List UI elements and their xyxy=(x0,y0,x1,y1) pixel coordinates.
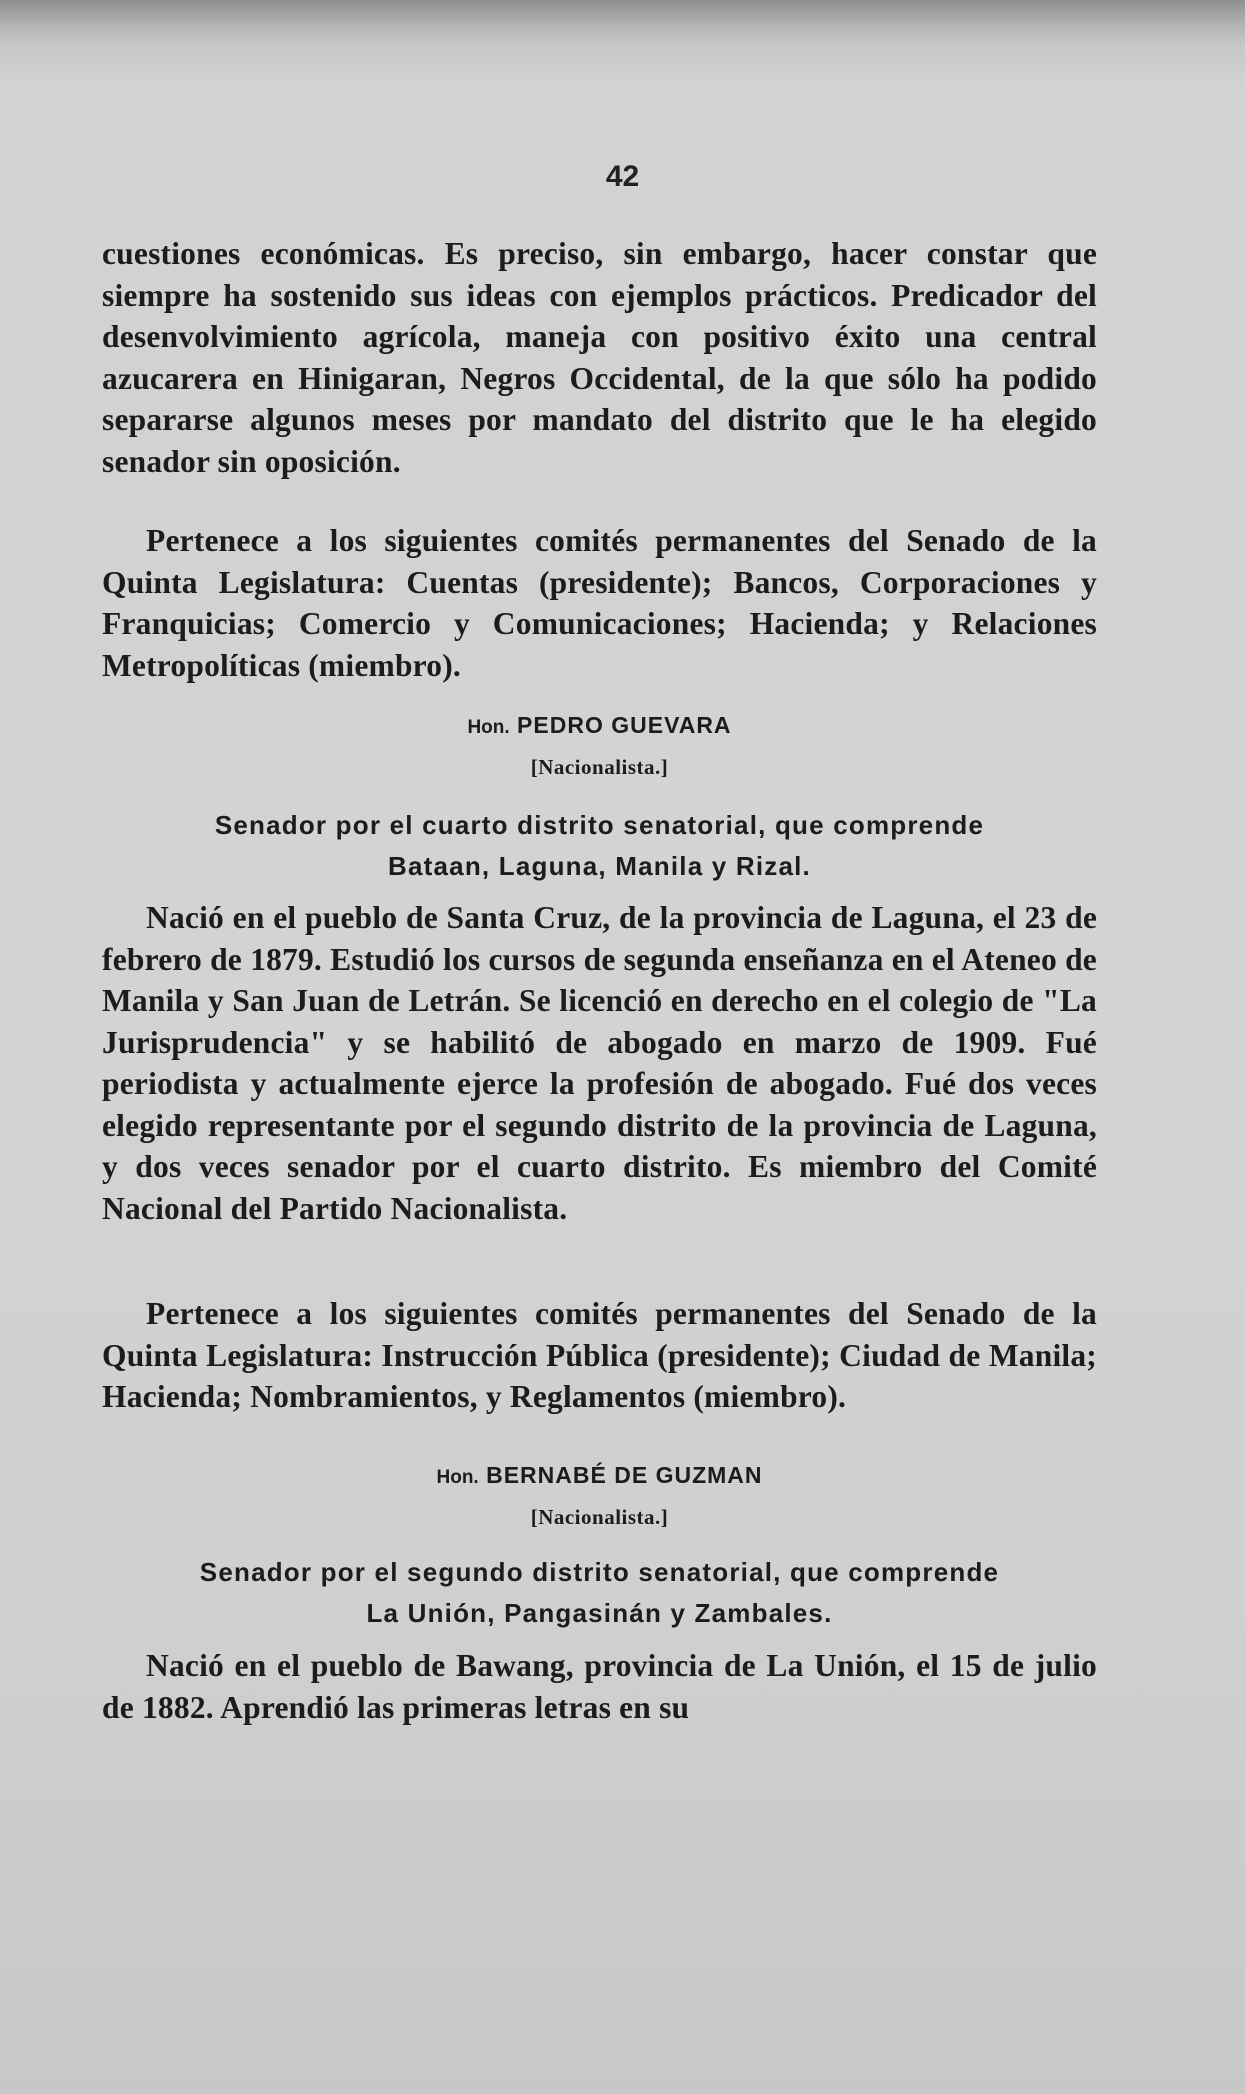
bio-guzman xyxy=(102,1645,1097,1728)
senator-heading-guzman xyxy=(102,1462,1097,1489)
district-line-1: Senador por el cuarto distrito senatorial, que comprende xyxy=(214,810,985,840)
party-label-guzman xyxy=(102,1505,1097,1530)
district-line-2: La Unión, Pangasinán y Zambales. xyxy=(366,1598,833,1628)
paragraph-committees-previous xyxy=(102,520,1097,686)
page-number: 42 xyxy=(605,160,640,193)
honorific: Hon. xyxy=(436,1467,479,1488)
party-label-guevara xyxy=(102,755,1097,780)
district-guevara xyxy=(102,805,1097,887)
party-text: [Nacionalista.] xyxy=(530,1505,669,1529)
honorific: Hon. xyxy=(467,717,510,738)
district-line-2: Bataan, Laguna, Manila y Rizal. xyxy=(388,851,811,881)
paragraph-text: Nació en el pueblo de Santa Cruz, de la provincia de Laguna, el 23 de febrero de 1879. Estudió los cursos de segunda enseñanza en el Ateneo de Manila y San Juan de Letrán. Se licenció en derecho en el colegio de "La Jurisprudencia" y se habilitó de abogado en marzo de 1909. Fué periodista y actualmente ejerce la profesión de abogado. Fué dos veces elegido representante por el segundo distrito de la provincia de Laguna, y dos veces senador por el cuarto distrito. Es miembro del Comité Nacional del Partido Nacionalista. xyxy=(102,900,1097,1226)
scan-edge-shadow xyxy=(0,0,1245,44)
paragraph-economic-questions xyxy=(102,233,1097,482)
senator-name xyxy=(102,712,1097,739)
senator-name xyxy=(102,1462,1097,1489)
bio-guevara xyxy=(102,897,1097,1229)
name-text: BERNABÉ DE GUZMAN xyxy=(486,1462,763,1488)
paragraph-text: Pertenece a los siguientes comités permanentes del Senado de la Quinta Legislatura: Cuentas (presidente); Bancos, Corporaciones y Franquicias; Comercio y Comunicaciones; Hacienda; y Relaciones Metropolíticas (miembro). xyxy=(102,523,1097,683)
district-line-1: Senador por el segundo distrito senatorial, que comprende xyxy=(199,1557,1000,1587)
committees-guevara xyxy=(102,1293,1097,1418)
paragraph-text: cuestiones económicas. Es preciso, sin embargo, hacer constar que siempre ha sostenido sus ideas con ejemplos prácticos. Predicador del desenvolvimiento agrícola, maneja con positivo éxito una central azucarera en Hinigaran, Negros Occidental, de la que sólo ha podido separarse algunos meses por mandato del distrito que le ha elegido senador sin oposición. xyxy=(102,236,1097,479)
paragraph-text: Nació en el pueblo de Bawang, provincia de La Unión, el 15 de julio de 1882. Aprendió las primeras letras en su xyxy=(102,1648,1097,1725)
paragraph-text: Pertenece a los siguientes comités permanentes del Senado de la Quinta Legislatura: Instrucción Pública (presidente); Ciudad de Manila; Hacienda; Nombramientos, y Reglamentos (miembro). xyxy=(102,1296,1097,1414)
senator-heading-guevara xyxy=(102,712,1097,739)
party-text: [Nacionalista.] xyxy=(530,755,669,779)
district-guzman xyxy=(102,1552,1097,1634)
name-text: PEDRO GUEVARA xyxy=(517,712,732,738)
